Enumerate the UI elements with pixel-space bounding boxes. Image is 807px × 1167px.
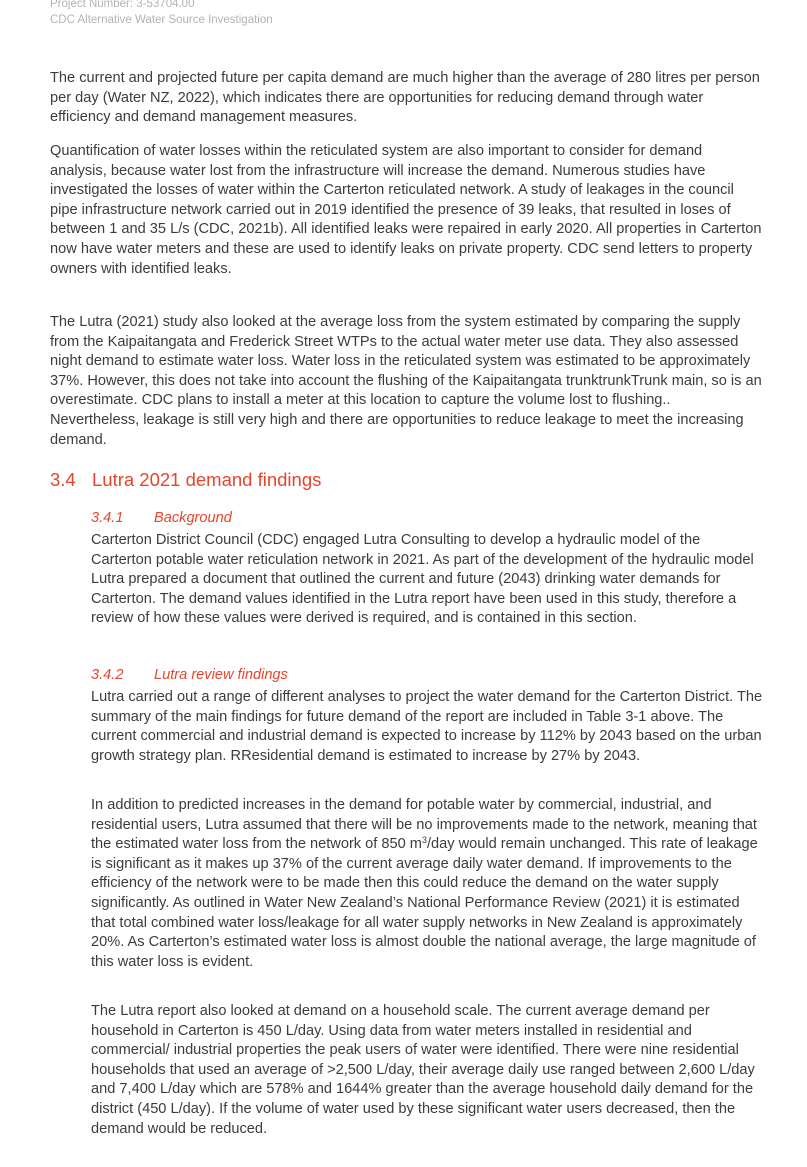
subsection-number: 3.4.1	[91, 510, 124, 526]
review-paragraph-2: In addition to predicted increases in the demand for potable water by commercial, industrial, and residential users, Lutra assumed that there will be no improvements made to the network, meaning that the estimated water loss from the network of 850 $m^3$/day would remain unchanged. This rate of leakage is significant as it makes up 37% of the current average daily water demand. If improvements to the efficiency of the network were to be made then this could reduce the demand on the water supply significantly. As outlined in Water New Zealand’s National Performance Review (2021) it is estimated that total combined water loss/leakage for all water supply networks in New Zealand is approximately 20%. As Carterton’s estimated water loss is almost double the national average, the large magnitude of this water loss is evident.	[91, 797, 758, 970]
page-header	[50, 0, 273, 28]
intro-paragraph-1: The current and projected future per capita demand are much higher than the average of 280 litres per person per day (Water NZ, 2022), which indicates there are opportunities for reducing demand through water efficiency and demand management measures.	[50, 70, 760, 126]
review-paragraph-1: Lutra carried out a range of different analyses to project the water demand for the Carterton District. The summary of the main findings for future demand of the report are included in Table 3-1 above. The current commercial and industrial demand is expected to increase by 112% by 2043 based on the urban growth strategy plan. RResidential demand is estimated to increase by 27% by 2043.	[91, 689, 763, 764]
section-number: 3.4	[50, 469, 76, 490]
intro-paragraph-3: The Lutra (2021) study also looked at the average loss from the system estimated by comparing the supply from the Kaipaitangata and Frederick Street WTPs to the actual water meter use data. They also assessed night demand to estimate water loss. Water loss in the reticulated system was estimated to be approximately 37%. However, this does not take into account the flushing of the Kaipaitangata trunktrunkTrunk main, so is an overestimate. CDC plans to install a meter at this location to capture the volume lost to flushing.. Nevertheless, leakage is still very high and there are opportunities to reduce leakage to meet the increasing demand.	[50, 314, 762, 448]
subsection-heading-review	[91, 666, 288, 685]
subsection-title: Background	[154, 510, 232, 526]
intro-paragraph-2: Quantification of water losses within the reticulated system are also important to consider for demand analysis, because water lost from the infrastructure will increase the demand. Numerous studies have investigated the losses of water within the Carterton reticulated network. A study of leakages in the council pipe infrastructure network carried out in 2019 identified the presence of 39 leaks, that resulted in loses of between 1 and 35 L/s (CDC, 2021b). All identified leaks were repaired in early 2020. All properties in Carterton now have water meters and these are used to identify leaks on private property. CDC send letters to property owners with identified leaks.	[50, 143, 762, 277]
project-number: Project Number: 3-53704.00	[50, 0, 195, 10]
subsection-title: Lutra review findings	[154, 667, 288, 683]
section-heading	[50, 468, 321, 492]
background-paragraph: Carterton District Council (CDC) engaged Lutra Consulting to develop a hydraulic model of the Carterton potable water reticulation network in 2021. As part of the development of the hydraulic model Lutra prepared a document that outlined the current and future (2043) drinking water demands for Carterton. The demand values identified in the Lutra report have been used in this study, therefore a review of how these values were derived is required, and is contained in this section.	[91, 532, 754, 627]
project-title: CDC Alternative Water Source Investigation	[50, 14, 273, 26]
review-paragraph-3: The Lutra report also looked at demand on a household scale. The current average demand per household in Carterton is 450 L/day. Using data from water meters installed in residential and commercial/ industrial properties the peak users of water were identified. There were nine residential households that used an average of >2,500 L/day, their average daily use ranged between 2,600 L/day and 7,400 L/day which are 578% and 1644% greater than the average household daily demand for the district (450 L/day). If the volume of water used by these significant water users decreased, then the demand would be reduced.	[91, 1003, 755, 1137]
subsection-heading-background	[91, 509, 232, 528]
subsection-number: 3.4.2	[91, 667, 124, 683]
section-title: Lutra 2021 demand findings	[92, 469, 322, 490]
